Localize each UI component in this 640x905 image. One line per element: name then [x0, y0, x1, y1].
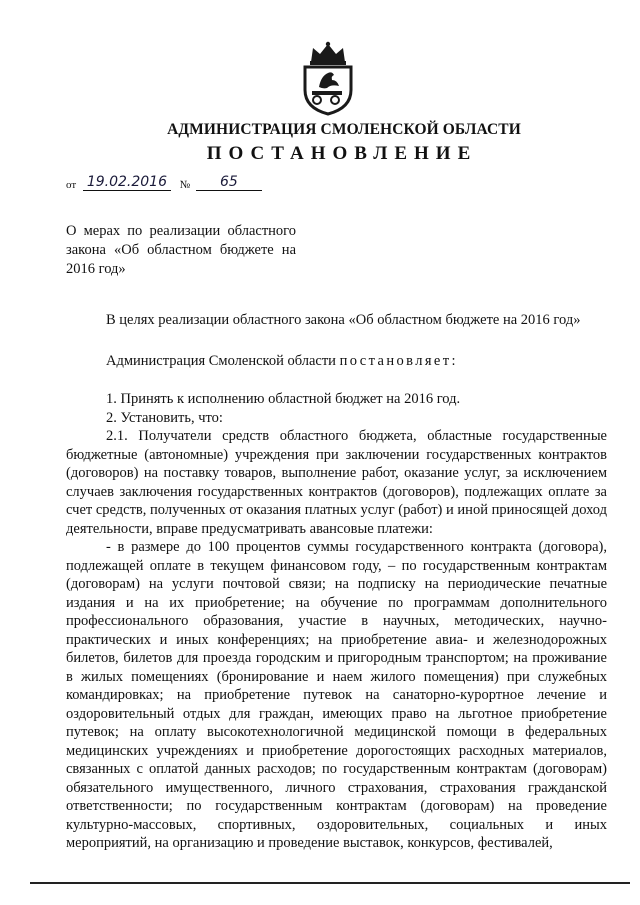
document-body [66, 311, 607, 853]
document-subject: О мерах по реализации областного закона «Об областном бюджете на 2016 год» [66, 223, 296, 277]
coat-of-arms-emblem [297, 40, 359, 116]
date-number-line [66, 174, 262, 194]
number-value: 65 [196, 174, 262, 191]
resolve-word: постановляет: [339, 352, 458, 369]
item-2: 2. Установить, что: [106, 409, 223, 426]
date-label: от [66, 179, 77, 191]
preamble-paragraph: В целях реализации областного закона «Об областном бюджете на 2016 год» [106, 312, 581, 328]
number-label: № [179, 179, 191, 191]
item-2-1: 2.1. Получатели средств областного бюджета, областные государственные бюджетные (автономные) учреждения при заключении государственных контрактов (договоров) на поставку товаров, выполнение работ, оказание услуг, за исключением случаев заключения государственных контрактов (договоров), подлежащих оплате за счет средств, полученных от оказания платных услуг (работ) и иной приносящей доход деятельности, вправе предусматривать авансовые платежи: [66, 428, 607, 537]
resolve-prefix: Администрация Смоленской области [106, 352, 340, 369]
item-2-1-bullet: - в размере до 100 процентов суммы государственного контракта (договора), подлежащей оплате в текущем финансовом году, – по государственным контрактам (договорам) на услуги почтовой связи; на подписку на периодические печатные издания и на их приобретение; на обучение по программам дополнительного профессионального образования, участие в научных, методических, научно-практических и иных конференциях; на приобретение авиа- и железнодорожных билетов, билетов для проезда городским и пригородным транспортом; на проживание в жилых помещениях (бронирование и наем жилого помещения) при служебных командировках; на приобретение путевок на санаторно-курортное лечение и оздоровительный отдых для граждан, имеющих право на льготное приобретение путевок; на оплату высокотехнологичной медицинской помощи в федеральных медицинских учреждениях и приобретение дорогостоящих расходных материалов, связанных с оплатой данных расходов; по государственным контрактам (договорам) обязательного имущественного, личного страхования, страхования гражданской ответственности; по государственным контрактам (договорам) на проведение культурно-массовых, спортивных, оздоровительных, социальных и иных мероприятий, на организацию и проведение выставок, конкурсов, фестивалей, [66, 539, 607, 851]
date-value: 19.02.2016 [83, 174, 171, 191]
organization-title: АДМИНИСТРАЦИЯ СМОЛЕНСКОЙ ОБЛАСТИ [167, 121, 521, 138]
page-bottom-rule [30, 882, 630, 884]
document-type-title: ПОСТАНОВЛЕНИЕ [206, 143, 478, 164]
item-1: 1. Принять к исполнению областной бюджет на 2016 год. [106, 391, 461, 407]
resolve-paragraph [66, 352, 607, 371]
